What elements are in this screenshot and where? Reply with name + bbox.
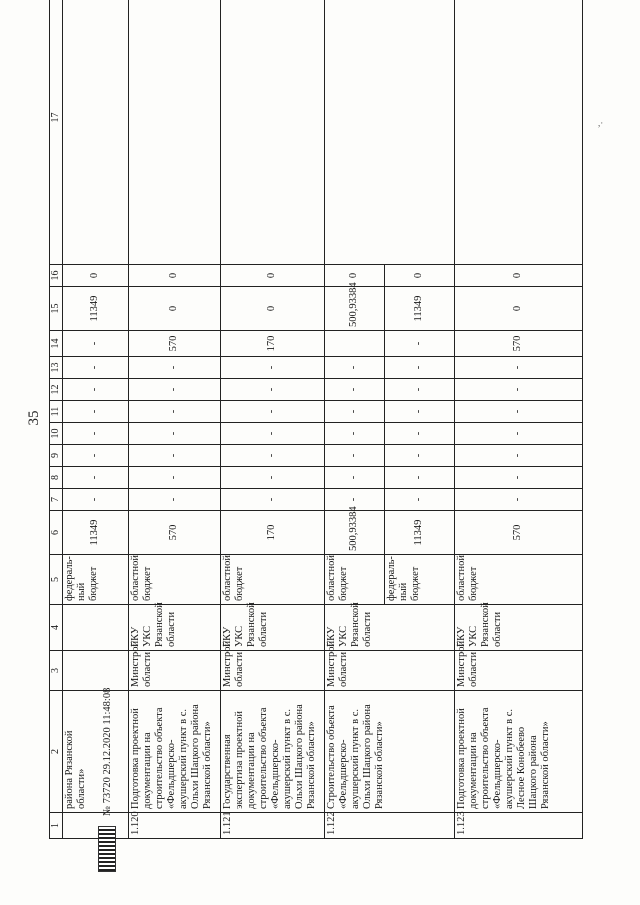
col-num: 11 (50, 401, 63, 423)
year-cell: - (325, 401, 385, 423)
row-number-cell: 1.123 (455, 813, 583, 839)
registration-footer (92, 687, 122, 872)
col-num: 8 (50, 467, 63, 489)
year-cell: 0 (129, 287, 221, 331)
notes-cell (129, 0, 221, 265)
year-cell: - (385, 467, 455, 489)
table-row (455, 0, 583, 839)
year-cell: - (63, 357, 129, 379)
year-cell: - (63, 379, 129, 401)
col-num: 6 (50, 511, 63, 555)
year-cell: - (129, 445, 221, 467)
row-number-cell: 1.122 (325, 813, 455, 839)
year-cell: - (385, 445, 455, 467)
executor-cell: ГКУ УКС Рязанской области (221, 605, 325, 651)
rotated-table-sheet (49, 39, 584, 839)
year-cell: - (63, 445, 129, 467)
budget-cell: федераль- ный бюджет (385, 555, 455, 605)
year-cell: - (221, 423, 325, 445)
year-cell: - (325, 379, 385, 401)
year-cell: 0 (221, 265, 325, 287)
table-row (129, 0, 221, 839)
year-cell: - (221, 445, 325, 467)
col-num: 4 (50, 605, 63, 651)
year-cell: - (325, 489, 385, 511)
table-row (325, 0, 385, 839)
col-num: 14 (50, 331, 63, 357)
year-cell: - (221, 489, 325, 511)
organization-cell: Минстрой области (221, 651, 325, 691)
year-cell: - (129, 357, 221, 379)
row-number-cell: 1.121 (221, 813, 325, 839)
organization-cell: Минстрой области (325, 651, 455, 691)
year-cell: - (129, 379, 221, 401)
year-cell: - (385, 379, 455, 401)
total-cell: 570 (455, 511, 583, 555)
organization-cell: Минстрой области (129, 651, 221, 691)
table-row (63, 0, 129, 839)
year-cell (325, 331, 385, 357)
col-num: 9 (50, 445, 63, 467)
notes-cell (325, 0, 455, 265)
page-number: 35 (26, 410, 42, 426)
year-cell: - (385, 489, 455, 511)
executor-cell (63, 605, 129, 651)
year-cell: 11349 (385, 287, 455, 331)
total-cell: 170 (221, 511, 325, 555)
budget-cell: областной бюджет (221, 555, 325, 605)
year-cell: - (325, 445, 385, 467)
notes-cell (455, 0, 583, 265)
year-cell: 0 (129, 265, 221, 287)
row-number-cell: 1.120 (129, 813, 221, 839)
year-cell: - (325, 423, 385, 445)
budget-cell: областной бюджет (129, 555, 221, 605)
year-cell: - (385, 331, 455, 357)
year-cell: 570 (129, 331, 221, 357)
col-num: 15 (50, 287, 63, 331)
year-cell: - (221, 379, 325, 401)
year-cell: 0 (221, 287, 325, 331)
year-cell: - (221, 357, 325, 379)
budget-cell: областной бюджет (455, 555, 583, 605)
year-cell: - (63, 489, 129, 511)
year-cell: 0 (385, 265, 455, 287)
col-num: 7 (50, 489, 63, 511)
col-num: 1 (50, 813, 63, 839)
program-table (49, 0, 583, 839)
year-cell: - (455, 379, 583, 401)
organization-cell (63, 651, 129, 691)
year-cell: 0 (455, 265, 583, 287)
year-cell: - (63, 467, 129, 489)
row-number-cell (63, 813, 129, 839)
year-cell: - (63, 423, 129, 445)
col-num: 12 (50, 379, 63, 401)
col-num: 3 (50, 651, 63, 691)
item-name-cell: района Рязанской области» (63, 691, 129, 813)
item-name-cell: Подготовка проектной документации на строительство объекта «Фельдшерско-акушерский пункт в с. Ольхи Шацкого района Рязанской области» (129, 691, 221, 813)
year-cell: - (385, 401, 455, 423)
year-cell: - (385, 423, 455, 445)
total-cell: 570 (129, 511, 221, 555)
table-row (221, 0, 325, 839)
year-cell: 570 (455, 331, 583, 357)
year-cell: 500,93384 (325, 287, 385, 331)
registration-text: № 73720 29.12.2020 11:48:08 (101, 687, 113, 816)
year-cell: - (129, 467, 221, 489)
col-num: 10 (50, 423, 63, 445)
year-cell: - (455, 445, 583, 467)
year-cell: - (221, 401, 325, 423)
year-cell: - (221, 467, 325, 489)
col-num: 16 (50, 265, 63, 287)
item-name-cell: Подготовка проектной документации на строительство объекта «Фельдшерско-акушерский пункт в с. Лесное Конобеево Шацкого района Рязанской области» (455, 691, 583, 813)
total-cell: 11349 (63, 511, 129, 555)
column-number-row (50, 0, 63, 839)
year-cell: - (129, 401, 221, 423)
year-cell: 0 (455, 287, 583, 331)
executor-cell: ГКУ УКС Рязанской области (455, 605, 583, 651)
year-cell: - (455, 423, 583, 445)
year-cell: - (129, 489, 221, 511)
total-cell: 500,93384 (325, 511, 385, 555)
year-cell: 11349 (63, 287, 129, 331)
total-cell: 11349 (385, 511, 455, 555)
year-cell: - (129, 423, 221, 445)
year-cell: - (325, 467, 385, 489)
budget-cell: федераль- ный бюджет (63, 555, 129, 605)
year-cell: - (63, 401, 129, 423)
executor-cell: ГКУ УКС Рязанской области (129, 605, 221, 651)
year-cell: 0 (63, 265, 129, 287)
executor-cell: ГКУ УКС Рязанской области (325, 605, 455, 651)
year-cell: - (455, 467, 583, 489)
col-num: 5 (50, 555, 63, 605)
year-cell: - (385, 357, 455, 379)
notes-cell (63, 0, 129, 265)
year-cell: - (455, 401, 583, 423)
col-num: 13 (50, 357, 63, 379)
col-num: 2 (50, 691, 63, 813)
col-num: 17 (50, 0, 63, 265)
year-cell: - (63, 331, 129, 357)
year-cell: - (455, 357, 583, 379)
item-name-cell: Государственная экспертиза проектной документации на строительство объекта «Фельдшерско-акушерский пункт в с. Ольхи Шацкого района Рязанской области» (221, 691, 325, 813)
year-cell: 170 (221, 331, 325, 357)
organization-cell: Минстрой области (455, 651, 583, 691)
year-cell: - (455, 489, 583, 511)
year-cell: - (325, 357, 385, 379)
notes-cell (221, 0, 325, 265)
year-cell: 0 (325, 265, 385, 287)
margin-mark: ,· (598, 118, 604, 128)
item-name-cell: Строительство объекта «Фельдшерско-акушерский пункт в с. Ольхи Шацкого района Рязанской области» (325, 691, 455, 813)
budget-cell: областной бюджет (325, 555, 385, 605)
